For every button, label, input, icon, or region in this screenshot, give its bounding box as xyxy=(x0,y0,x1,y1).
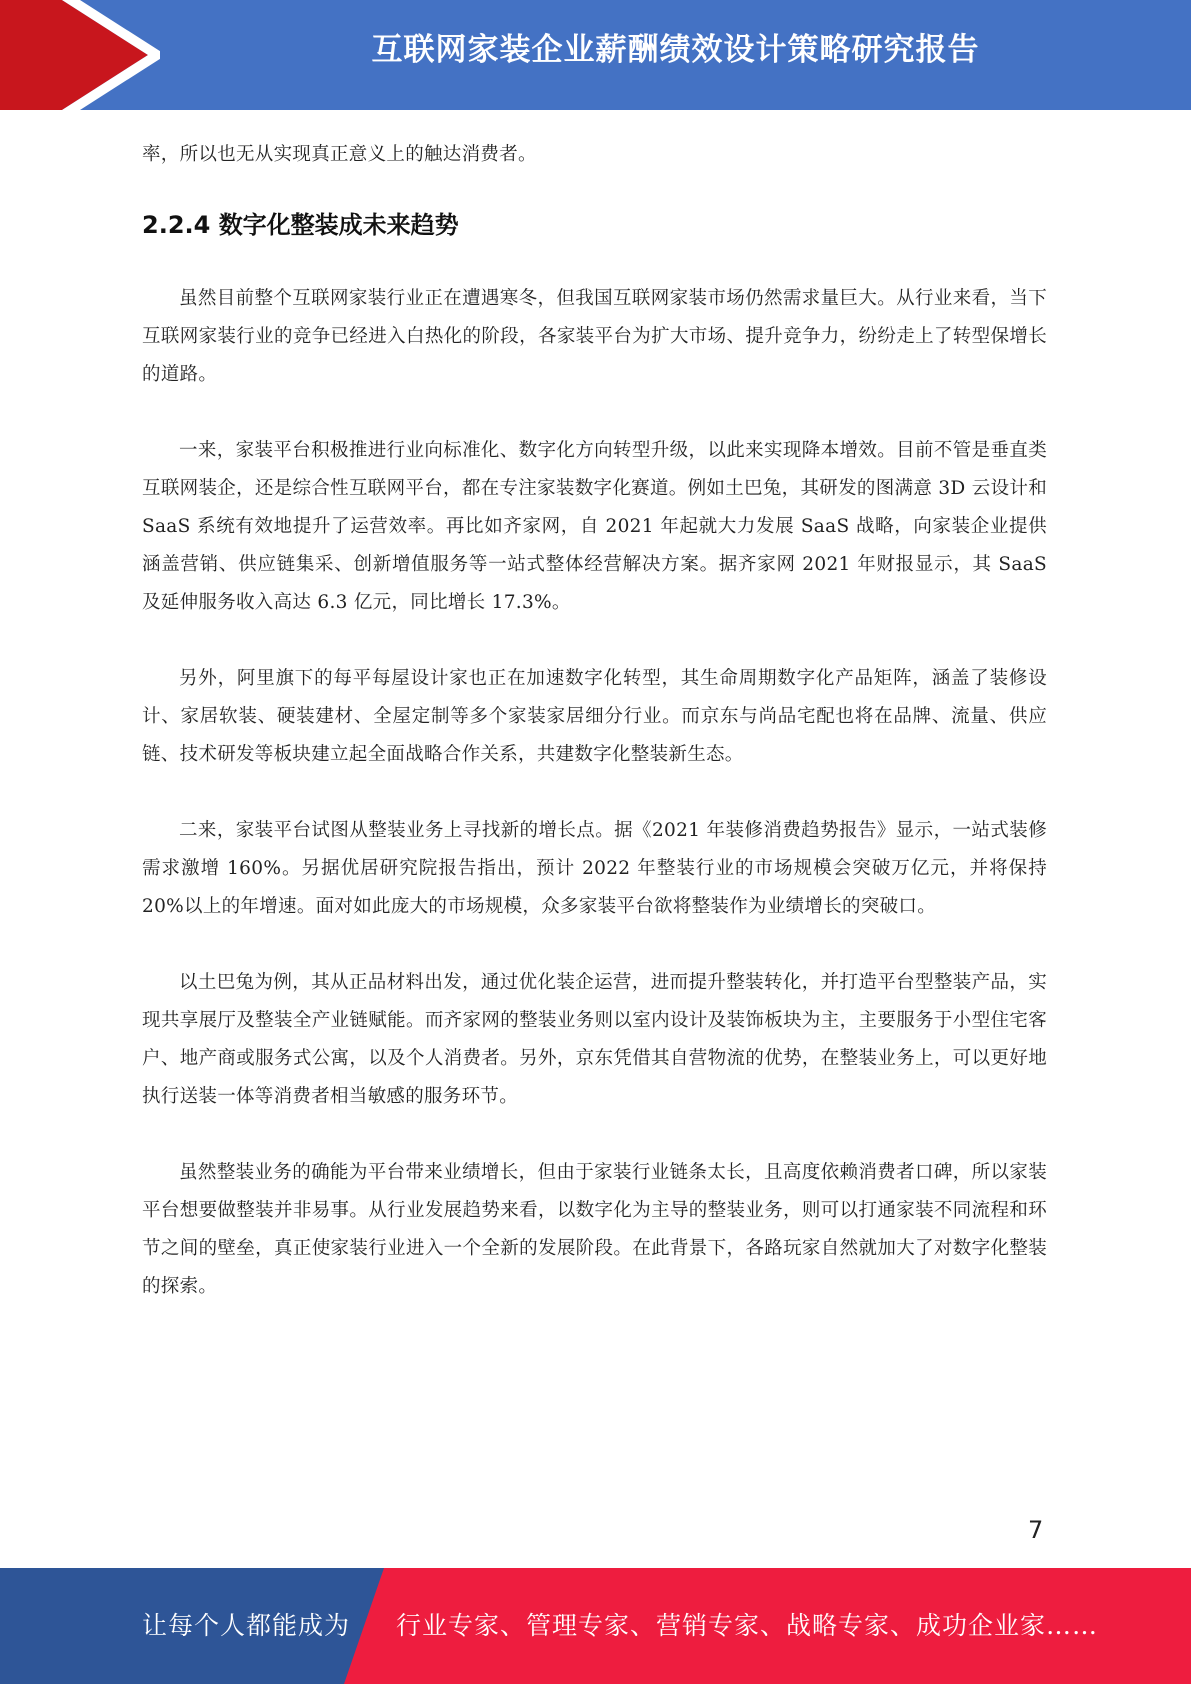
paragraph-gap xyxy=(142,774,1047,812)
header-red-arrow xyxy=(0,0,148,110)
section-heading: 2.2.4 数字化整装成未来趋势 xyxy=(142,211,459,239)
page-header xyxy=(0,0,1191,110)
paragraph: 以土巴兔为例，其从正品材料出发，通过优化装企运营，进而提升整装转化，并打造平台型整装产品，实现共享展厅及整装全产业链赋能。而齐家网的整装业务则以室内设计及装饰板块为主，主要服务于小型住宅客户、地产商或服务式公寓，以及个人消费者。另外，京东凭借其自营物流的优势，在整装业务上，可以更好地执行送装一体等消费者相当敏感的服务环节。 xyxy=(142,972,1047,1107)
paragraph-gap xyxy=(142,394,1047,432)
page-footer xyxy=(0,1568,1191,1684)
paragraph: 另外，阿里旗下的每平每屋设计家也正在加速数字化转型，其生命周期数字化产品矩阵，涵盖了装修设计、家居软装、硬装建材、全屋定制等多个家装家居细分行业。而京东与尚品宅配也将在品牌、流量、供应链、技术研发等板块建立起全面战略合作关系，共建数字化整装新生态。 xyxy=(142,668,1047,765)
paragraph-gap xyxy=(142,926,1047,964)
header-arrow-decoration xyxy=(0,0,160,110)
paragraph-gap xyxy=(142,622,1047,660)
report-title: 互联网家装企业薪酬绩效设计策略研究报告 xyxy=(371,32,980,68)
footer-slogan-list: 行业专家、管理专家、营销专家、战略专家、成功企业家…… xyxy=(396,1611,1099,1640)
paragraph: 虽然整装业务的确能为平台带来业绩增长，但由于家装行业链条太长，且高度依赖消费者口碑，所以家装平台想要做整装并非易事。从行业发展趋势来看，以数字化为主导的整装业务，则可以打通家装不同流程和环节之间的壁垒，真正使家装行业进入一个全新的发展阶段。在此背景下，各路玩家自然就加大了对数字化整装的探索。 xyxy=(142,1162,1047,1297)
paragraph: 二来，家装平台试图从整装业务上寻找新的增长点。据《2021 年装修消费趋势报告》显示，一站式装修需求激增 160%。另据优居研究院报告指出，预计 2022 年整装行业的市场规模会突破万亿元，并将保持 20%以上的年增速。面对如此庞大的市场规模，众多家装平台欲将整装作为业绩增长的突破口。 xyxy=(142,820,1047,917)
paragraph: 一来，家装平台积极推进行业向标准化、数字化方向转型升级，以此来实现降本增效。目前不管是垂直类互联网装企，还是综合性互联网平台，都在专注家装数字化赛道。例如土巴兔，其研发的图满意 3D 云设计和 SaaS 系统有效地提升了运营效率。再比如齐家网，自 2021 年起就大力发展 SaaS 战略，向家装企业提供涵盖营销、供应链集采、创新增值服务等一站式整体经营解决方案。据齐家网 2021 年财报显示，其 SaaS 及延伸服务收入高达 6.3 亿元，同比增长 17.3%。 xyxy=(142,440,1047,613)
continued-paragraph: 率，所以也无从实现真正意义上的触达消费者。 xyxy=(142,144,537,165)
page-number: 7 xyxy=(1028,1516,1044,1544)
paragraph: 虽然目前整个互联网家装行业正在遭遇寒冬，但我国互联网家装市场仍然需求量巨大。从行业来看，当下互联网家装行业的竞争已经进入白热化的阶段，各家装平台为扩大市场、提升竞争力，纷纷走上了转型保增长的道路。 xyxy=(142,288,1047,385)
document-body xyxy=(142,136,1047,1306)
footer-slogan-lead: 让每个人都能成为 xyxy=(142,1611,351,1640)
paragraph-gap xyxy=(142,1116,1047,1154)
